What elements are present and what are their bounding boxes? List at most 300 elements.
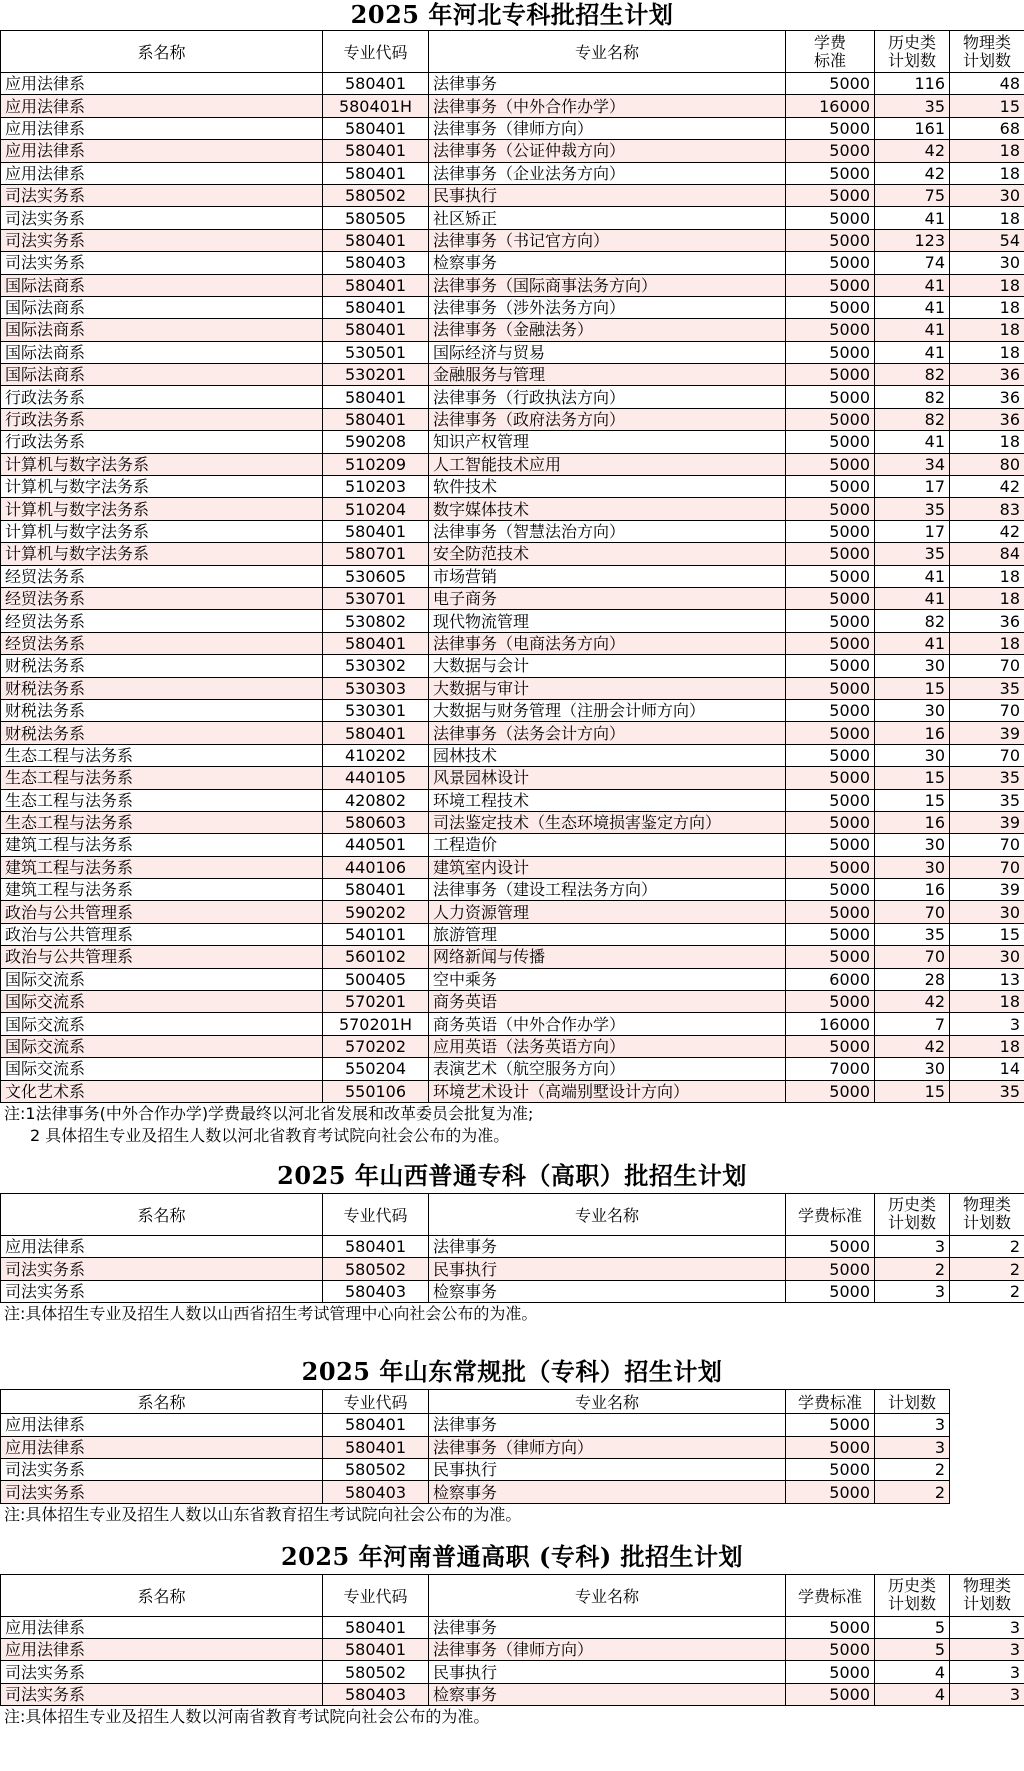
table-row <box>1 1616 1024 1638</box>
cell-code: 580401 <box>323 1414 429 1436</box>
cell-code: 580401 <box>323 520 429 542</box>
cell-major: 检察事务 <box>429 1280 786 1302</box>
cell-hist: 4 <box>875 1683 950 1705</box>
cell-dept: 国际法商系 <box>1 341 323 363</box>
cell-code: 440105 <box>323 767 429 789</box>
cell-phys: 18 <box>950 274 1024 296</box>
cell-dept: 司法实务系 <box>1 184 323 206</box>
cell-major: 安全防范技术 <box>429 543 786 565</box>
cell-fee: 5000 <box>786 1458 875 1480</box>
header-phys-line1: 物理类 <box>962 1195 1011 1215</box>
table-row <box>1 767 1024 789</box>
cell-phys: 35 <box>950 789 1024 811</box>
cell-major: 法律事务（涉外法务方向） <box>429 296 786 318</box>
cell-code: 580401 <box>323 296 429 318</box>
cell-fee: 5000 <box>786 184 875 206</box>
cell-phys: 36 <box>950 610 1024 632</box>
cell-phys: 84 <box>950 543 1024 565</box>
header-code: 专业代码 <box>323 1390 429 1414</box>
cell-phys: 18 <box>950 1035 1024 1057</box>
cell-hist: 41 <box>875 565 950 587</box>
cell-code: 580502 <box>323 184 429 206</box>
cell-code: 500405 <box>323 968 429 990</box>
cell-major: 现代物流管理 <box>429 610 786 632</box>
cell-dept: 生态工程与法务系 <box>1 744 323 766</box>
cell-code: 580401 <box>323 408 429 430</box>
cell-hist: 41 <box>875 319 950 341</box>
header-phys-line2: 计划数 <box>962 50 1011 70</box>
table-row <box>1 1661 1024 1683</box>
table-row <box>1 1436 950 1458</box>
header-hist-line2: 计划数 <box>887 50 936 70</box>
cell-hist: 30 <box>875 856 950 878</box>
cell-hist: 30 <box>875 744 950 766</box>
cell-dept: 经贸法务系 <box>1 632 323 654</box>
cell-major: 法律事务（政府法务方向） <box>429 408 786 430</box>
cell-fee: 5000 <box>786 252 875 274</box>
cell-dept: 政治与公共管理系 <box>1 923 323 945</box>
cell-code: 530501 <box>323 341 429 363</box>
table-row <box>1 834 1024 856</box>
header-code: 专业代码 <box>323 1574 429 1616</box>
cell-code: 510203 <box>323 476 429 498</box>
cell-fee: 5000 <box>786 699 875 721</box>
cell-hist: 5 <box>875 1639 950 1661</box>
cell-dept: 政治与公共管理系 <box>1 901 323 923</box>
cell-major: 应用英语（法务英语方向） <box>429 1035 786 1057</box>
cell-dept: 司法实务系 <box>1 1280 323 1302</box>
cell-phys: 68 <box>950 117 1024 139</box>
cell-phys: 54 <box>950 229 1024 251</box>
hebei-title: 2025 年河北专科批招生计划 <box>350 0 674 29</box>
header-fee-line2: 标准 <box>813 50 846 70</box>
cell-fee: 5000 <box>786 1235 875 1257</box>
cell-hist: 3 <box>875 1235 950 1257</box>
cell-major: 商务英语（中外合作办学） <box>429 1013 786 1035</box>
cell-dept: 经贸法务系 <box>1 610 323 632</box>
cell-fee: 5000 <box>786 520 875 542</box>
cell-dept: 生态工程与法务系 <box>1 811 323 833</box>
cell-fee: 5000 <box>786 946 875 968</box>
cell-major: 工程造价 <box>429 834 786 856</box>
cell-major: 市场营销 <box>429 565 786 587</box>
cell-fee: 5000 <box>786 364 875 386</box>
table-row <box>1 655 1024 677</box>
cell-code: 530302 <box>323 655 429 677</box>
table-row <box>1 73 1024 95</box>
cell-dept: 文化艺术系 <box>1 1080 323 1102</box>
table-row <box>1 543 1024 565</box>
cell-fee: 5000 <box>786 453 875 475</box>
cell-major: 环境工程技术 <box>429 789 786 811</box>
cell-phys: 18 <box>950 587 1024 609</box>
cell-hist: 3 <box>875 1280 950 1302</box>
table-row <box>1 587 1024 609</box>
cell-fee: 7000 <box>786 1058 875 1080</box>
table-row <box>1 1458 950 1480</box>
table-row <box>1 184 1024 206</box>
table-row <box>1 1280 1024 1302</box>
header-fee <box>786 31 875 73</box>
table-row <box>1 610 1024 632</box>
cell-fee: 5000 <box>786 207 875 229</box>
cell-hist: 41 <box>875 587 950 609</box>
cell-phys: 18 <box>950 162 1024 184</box>
shandong-title: 2025 年山东常规批（专科）招生计划 <box>301 1357 723 1387</box>
cell-major: 法律事务 <box>429 73 786 95</box>
cell-fee: 5000 <box>786 901 875 923</box>
cell-phys: 2 <box>950 1235 1024 1257</box>
table-row <box>1 677 1024 699</box>
cell-dept: 生态工程与法务系 <box>1 767 323 789</box>
henan-header-row <box>1 1574 1024 1616</box>
cell-dept: 国际法商系 <box>1 274 323 296</box>
cell-code: 580401 <box>323 386 429 408</box>
hebei-table <box>0 30 1024 1103</box>
cell-fee: 5000 <box>786 296 875 318</box>
cell-hist: 74 <box>875 252 950 274</box>
cell-phys: 70 <box>950 744 1024 766</box>
cell-hist: 30 <box>875 834 950 856</box>
cell-fee: 5000 <box>786 991 875 1013</box>
cell-major: 环境艺术设计（高端别墅设计方向） <box>429 1080 786 1102</box>
header-phys <box>950 31 1024 73</box>
cell-fee: 5000 <box>786 229 875 251</box>
cell-fee: 5000 <box>786 923 875 945</box>
table-row <box>1 229 1024 251</box>
cell-phys: 39 <box>950 879 1024 901</box>
table-row <box>1 722 1024 744</box>
cell-major: 知识产权管理 <box>429 431 786 453</box>
cell-major: 法律事务（电商法务方向） <box>429 632 786 654</box>
cell-major: 建筑室内设计 <box>429 856 786 878</box>
cell-phys: 80 <box>950 453 1024 475</box>
cell-hist: 35 <box>875 543 950 565</box>
cell-fee: 5000 <box>786 117 875 139</box>
cell-hist: 28 <box>875 968 950 990</box>
shanxi-note: 注:具体招生专业及招生人数以山西省招生考试管理中心向社会公布的为准。 <box>4 1304 538 1324</box>
header-hist <box>875 31 950 73</box>
cell-phys: 70 <box>950 699 1024 721</box>
cell-major: 大数据与财务管理（注册会计师方向） <box>429 699 786 721</box>
cell-fee: 5000 <box>786 1080 875 1102</box>
table-row <box>1 498 1024 520</box>
cell-code: 560102 <box>323 946 429 968</box>
cell-hist: 41 <box>875 431 950 453</box>
cell-fee: 5000 <box>786 1414 875 1436</box>
shandong-table <box>0 1389 950 1504</box>
table-row <box>1 879 1024 901</box>
table-row <box>1 1013 1024 1035</box>
header-dept: 系名称 <box>1 31 323 73</box>
cell-major: 检察事务 <box>429 1481 786 1503</box>
cell-dept: 司法实务系 <box>1 252 323 274</box>
cell-fee: 5000 <box>786 408 875 430</box>
cell-code: 580401 <box>323 117 429 139</box>
table-row <box>1 1235 1024 1257</box>
header-hist-line2: 计划数 <box>887 1213 936 1233</box>
cell-plan: 2 <box>875 1458 950 1480</box>
cell-code: 580401 <box>323 274 429 296</box>
table-row <box>1 1058 1024 1080</box>
header-phys-line1: 物理类 <box>962 32 1011 52</box>
cell-hist: 41 <box>875 632 950 654</box>
cell-hist: 16 <box>875 722 950 744</box>
header-hist-line1: 历史类 <box>887 32 936 52</box>
cell-hist: 161 <box>875 117 950 139</box>
cell-code: 580502 <box>323 1661 429 1683</box>
cell-phys: 35 <box>950 767 1024 789</box>
table-row <box>1 252 1024 274</box>
cell-dept: 司法实务系 <box>1 1661 323 1683</box>
cell-hist: 4 <box>875 1661 950 1683</box>
cell-hist: 15 <box>875 677 950 699</box>
cell-phys: 30 <box>950 184 1024 206</box>
cell-hist: 16 <box>875 879 950 901</box>
cell-dept: 司法实务系 <box>1 1683 323 1705</box>
cell-code: 580401H <box>323 95 429 117</box>
cell-hist: 35 <box>875 923 950 945</box>
cell-dept: 计算机与数字法务系 <box>1 453 323 475</box>
cell-major: 国际经济与贸易 <box>429 341 786 363</box>
cell-dept: 财税法务系 <box>1 722 323 744</box>
cell-code: 580403 <box>323 252 429 274</box>
cell-hist: 70 <box>875 901 950 923</box>
table-row <box>1 386 1024 408</box>
cell-fee: 5000 <box>786 632 875 654</box>
shandong-header-row <box>1 1390 950 1414</box>
cell-dept: 应用法律系 <box>1 1436 323 1458</box>
cell-hist: 41 <box>875 341 950 363</box>
cell-major: 商务英语 <box>429 991 786 1013</box>
header-major: 专业名称 <box>429 1574 786 1616</box>
cell-hist: 116 <box>875 73 950 95</box>
cell-fee: 5000 <box>786 811 875 833</box>
cell-fee: 5000 <box>786 879 875 901</box>
cell-major: 法律事务 <box>429 1414 786 1436</box>
cell-major: 司法鉴定技术（生态环境损害鉴定方向） <box>429 811 786 833</box>
table-row <box>1 117 1024 139</box>
cell-dept: 计算机与数字法务系 <box>1 543 323 565</box>
table-row <box>1 341 1024 363</box>
cell-fee: 5000 <box>786 1639 875 1661</box>
header-fee-line1: 学费 <box>813 32 846 52</box>
header-phys <box>950 1574 1024 1616</box>
cell-code: 440106 <box>323 856 429 878</box>
header-hist-line1: 历史类 <box>887 1576 936 1596</box>
cell-dept: 应用法律系 <box>1 73 323 95</box>
cell-phys: 36 <box>950 408 1024 430</box>
cell-code: 530701 <box>323 587 429 609</box>
cell-fee: 5000 <box>786 162 875 184</box>
table-row <box>1 789 1024 811</box>
cell-hist: 15 <box>875 789 950 811</box>
cell-code: 550106 <box>323 1080 429 1102</box>
cell-fee: 16000 <box>786 1013 875 1035</box>
cell-major: 空中乘务 <box>429 968 786 990</box>
header-phys-line1: 物理类 <box>962 1576 1011 1596</box>
cell-fee: 5000 <box>786 610 875 632</box>
cell-dept: 建筑工程与法务系 <box>1 856 323 878</box>
cell-phys: 36 <box>950 386 1024 408</box>
cell-code: 580505 <box>323 207 429 229</box>
cell-phys: 36 <box>950 364 1024 386</box>
cell-dept: 应用法律系 <box>1 1639 323 1661</box>
henan-note: 注:具体招生专业及招生人数以河南省教育考试院向社会公布的为准。 <box>4 1707 490 1727</box>
cell-code: 580401 <box>323 1639 429 1661</box>
header-fee: 学费标准 <box>786 1193 875 1235</box>
cell-major: 大数据与会计 <box>429 655 786 677</box>
cell-hist: 42 <box>875 991 950 1013</box>
cell-phys: 3 <box>950 1661 1024 1683</box>
cell-phys: 18 <box>950 632 1024 654</box>
cell-code: 540101 <box>323 923 429 945</box>
cell-dept: 建筑工程与法务系 <box>1 834 323 856</box>
cell-code: 580502 <box>323 1458 429 1480</box>
cell-code: 580401 <box>323 1616 429 1638</box>
cell-dept: 司法实务系 <box>1 1481 323 1503</box>
table-row <box>1 744 1024 766</box>
cell-code: 580401 <box>323 73 429 95</box>
hebei-note-2: 2 具体招生专业及招生人数以河北省教育考试院向社会公布的为准。 <box>30 1125 510 1145</box>
cell-dept: 行政法务系 <box>1 431 323 453</box>
cell-dept: 国际法商系 <box>1 296 323 318</box>
cell-dept: 建筑工程与法务系 <box>1 879 323 901</box>
shanxi-header-row <box>1 1193 1024 1235</box>
cell-major: 法律事务（律师方向） <box>429 1436 786 1458</box>
table-row <box>1 991 1024 1013</box>
table-row <box>1 162 1024 184</box>
cell-fee: 5000 <box>786 565 875 587</box>
cell-fee: 16000 <box>786 95 875 117</box>
cell-dept: 司法实务系 <box>1 207 323 229</box>
cell-major: 法律事务（企业法务方向） <box>429 162 786 184</box>
header-code: 专业代码 <box>323 31 429 73</box>
header-code: 专业代码 <box>323 1193 429 1235</box>
cell-major: 园林技术 <box>429 744 786 766</box>
cell-hist: 16 <box>875 811 950 833</box>
cell-dept: 国际交流系 <box>1 991 323 1013</box>
cell-dept: 司法实务系 <box>1 1458 323 1480</box>
hebei-header-row <box>1 31 1024 73</box>
cell-dept: 国际交流系 <box>1 1035 323 1057</box>
table-row <box>1 632 1024 654</box>
cell-code: 580401 <box>323 632 429 654</box>
cell-code: 580401 <box>323 879 429 901</box>
cell-phys: 15 <box>950 95 1024 117</box>
cell-fee: 6000 <box>786 968 875 990</box>
cell-phys: 14 <box>950 1058 1024 1080</box>
cell-code: 580401 <box>323 1235 429 1257</box>
cell-dept: 应用法律系 <box>1 117 323 139</box>
cell-dept: 财税法务系 <box>1 677 323 699</box>
cell-code: 530201 <box>323 364 429 386</box>
cell-phys: 18 <box>950 341 1024 363</box>
cell-dept: 应用法律系 <box>1 1414 323 1436</box>
cell-dept: 经贸法务系 <box>1 565 323 587</box>
header-hist <box>875 1574 950 1616</box>
cell-major: 法律事务（建设工程法务方向） <box>429 879 786 901</box>
table-row <box>1 476 1024 498</box>
cell-code: 580401 <box>323 1436 429 1458</box>
table-row <box>1 946 1024 968</box>
cell-fee: 5000 <box>786 1280 875 1302</box>
cell-phys: 15 <box>950 923 1024 945</box>
cell-fee: 5000 <box>786 274 875 296</box>
cell-fee: 5000 <box>786 1661 875 1683</box>
cell-major: 数字媒体技术 <box>429 498 786 520</box>
cell-dept: 应用法律系 <box>1 1616 323 1638</box>
cell-major: 旅游管理 <box>429 923 786 945</box>
cell-major: 社区矫正 <box>429 207 786 229</box>
cell-fee: 5000 <box>786 1258 875 1280</box>
cell-phys: 30 <box>950 946 1024 968</box>
cell-major: 风景园林设计 <box>429 767 786 789</box>
cell-code: 580401 <box>323 229 429 251</box>
hebei-note-1: 注:1法律事务(中外合作办学)学费最终以河北省发展和改革委员会批复为准; <box>4 1103 534 1123</box>
header-major: 专业名称 <box>429 31 786 73</box>
cell-major: 电子商务 <box>429 587 786 609</box>
cell-fee: 5000 <box>786 1616 875 1638</box>
cell-hist: 42 <box>875 1035 950 1057</box>
cell-code: 530301 <box>323 699 429 721</box>
cell-code: 550204 <box>323 1058 429 1080</box>
cell-code: 530605 <box>323 565 429 587</box>
header-dept: 系名称 <box>1 1574 323 1616</box>
cell-code: 580403 <box>323 1481 429 1503</box>
cell-code: 590202 <box>323 901 429 923</box>
cell-code: 570201H <box>323 1013 429 1035</box>
cell-major: 金融服务与管理 <box>429 364 786 386</box>
cell-phys: 48 <box>950 73 1024 95</box>
cell-phys: 35 <box>950 677 1024 699</box>
header-plan: 计划数 <box>875 1390 950 1414</box>
cell-code: 580403 <box>323 1280 429 1302</box>
cell-major: 检察事务 <box>429 1683 786 1705</box>
cell-fee: 5000 <box>786 1481 875 1503</box>
cell-phys: 18 <box>950 565 1024 587</box>
cell-phys: 39 <box>950 722 1024 744</box>
cell-fee: 5000 <box>786 789 875 811</box>
cell-hist: 123 <box>875 229 950 251</box>
cell-fee: 5000 <box>786 476 875 498</box>
table-row <box>1 431 1024 453</box>
cell-fee: 5000 <box>786 73 875 95</box>
cell-code: 580502 <box>323 1258 429 1280</box>
cell-fee: 5000 <box>786 834 875 856</box>
cell-dept: 应用法律系 <box>1 1235 323 1257</box>
henan-table <box>0 1574 1024 1707</box>
cell-hist: 41 <box>875 207 950 229</box>
cell-dept: 司法实务系 <box>1 1258 323 1280</box>
cell-fee: 5000 <box>786 722 875 744</box>
cell-hist: 15 <box>875 767 950 789</box>
header-major: 专业名称 <box>429 1193 786 1235</box>
cell-major: 法律事务（行政执法方向） <box>429 386 786 408</box>
cell-code: 580403 <box>323 1683 429 1705</box>
cell-code: 420802 <box>323 789 429 811</box>
cell-major: 法律事务 <box>429 1235 786 1257</box>
henan-title: 2025 年河南普通高职 (专科) 批招生计划 <box>280 1541 744 1571</box>
cell-major: 法律事务（律师方向） <box>429 1639 786 1661</box>
cell-hist: 75 <box>875 184 950 206</box>
cell-dept: 国际交流系 <box>1 968 323 990</box>
cell-major: 法律事务（国际商事法务方向） <box>429 274 786 296</box>
cell-hist: 5 <box>875 1616 950 1638</box>
shanxi-title: 2025 年山西普通专科（高职）批招生计划 <box>277 1160 747 1190</box>
cell-major: 民事执行 <box>429 1458 786 1480</box>
shandong-note: 注:具体招生专业及招生人数以山东省教育招生考试院向社会公布的为准。 <box>4 1504 522 1524</box>
